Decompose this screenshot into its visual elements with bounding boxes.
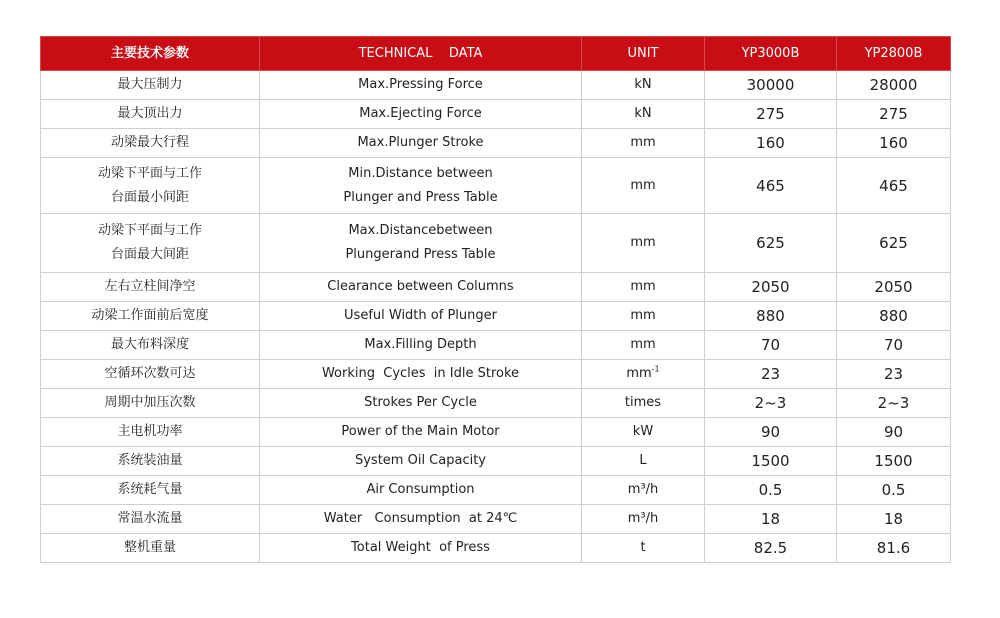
unit-cell [582, 302, 705, 331]
parameter-name-en [260, 273, 582, 302]
unit-cell [582, 129, 705, 158]
parameter-name-cn [41, 158, 260, 214]
unit-text: mm [630, 308, 656, 323]
value-yp2800b: 2~3 [837, 389, 951, 418]
table-row [41, 158, 951, 214]
parameter-name-cn [41, 71, 260, 100]
parameter-name-cn-line: 周期中加压次数 [104, 395, 196, 410]
table-row [41, 360, 951, 389]
parameter-name-en-line: Max.Pressing Force [358, 77, 483, 92]
parameter-name-en-line: Water Consumption at 24℃ [323, 511, 518, 526]
value-yp3000b: 18 [705, 505, 837, 534]
unit-cell [582, 447, 705, 476]
unit-text: kN [634, 77, 652, 92]
parameter-name-cn-line: 系统耗气量 [117, 482, 183, 497]
unit-cell [582, 331, 705, 360]
unit-text: mm [630, 177, 656, 193]
value-yp2800b: 0.5 [837, 476, 951, 505]
unit-text: L [639, 453, 647, 468]
unit-text: mm [630, 135, 656, 150]
header-model-yp2800b: YP2800B [837, 37, 951, 71]
parameter-name-en-line: Max.Distancebetween [348, 223, 493, 238]
table-body [41, 71, 951, 563]
parameter-name-cn-line: 台面最小间距 [110, 189, 189, 205]
parameter-name-cn [41, 476, 260, 505]
table-row [41, 418, 951, 447]
parameter-name-en-line: Working Cycles in Idle Stroke [321, 366, 520, 381]
value-yp3000b: 880 [705, 302, 837, 331]
parameter-name-en-line: Air Consumption [366, 482, 475, 497]
unit-text: m³/h [627, 482, 659, 497]
parameter-name-en [260, 389, 582, 418]
table-row [41, 302, 951, 331]
parameter-name-en-line: Total Weight of Press [351, 540, 490, 555]
parameter-name-en-line: Power of the Main Motor [341, 424, 500, 439]
parameter-name-en [260, 360, 582, 389]
value-yp2800b: 70 [837, 331, 951, 360]
parameter-name-cn-line: 动梁下平面与工作 [97, 223, 202, 238]
value-yp3000b: 90 [705, 418, 837, 447]
value-yp2800b: 275 [837, 100, 951, 129]
parameter-name-en [260, 214, 582, 273]
parameter-name-cn [41, 214, 260, 273]
table-row [41, 214, 951, 273]
value-yp3000b: 70 [705, 331, 837, 360]
unit-text: m³/h [627, 511, 659, 526]
value-yp3000b: 30000 [705, 71, 837, 100]
unit-cell [582, 534, 705, 563]
parameter-name-en [260, 418, 582, 447]
value-yp2800b: 625 [837, 214, 951, 273]
parameter-name-cn-line: 最大顶出力 [117, 106, 183, 121]
parameter-name-en-line: Plungerand Press Table [345, 247, 496, 262]
parameter-name-en-line: Max.Filling Depth [364, 337, 477, 352]
parameter-name-en [260, 534, 582, 563]
parameter-name-en [260, 476, 582, 505]
value-yp3000b: 23 [705, 360, 837, 389]
parameter-name-en [260, 158, 582, 214]
table-row [41, 129, 951, 158]
header-parameters-cn: 主要技术参数 [41, 37, 260, 71]
value-yp2800b: 465 [837, 158, 951, 214]
unit-superscript: -1 [651, 364, 660, 374]
unit-cell [582, 418, 705, 447]
parameter-name-cn-line: 最大布料深度 [110, 337, 189, 352]
unit-text: t [640, 540, 646, 555]
parameter-name-en [260, 100, 582, 129]
value-yp3000b: 275 [705, 100, 837, 129]
header-model-yp3000b: YP3000B [705, 37, 837, 71]
table-row [41, 476, 951, 505]
parameter-name-cn-line: 系统装油量 [117, 453, 183, 468]
parameter-name-cn [41, 273, 260, 302]
unit-cell [582, 100, 705, 129]
value-yp2800b: 160 [837, 129, 951, 158]
parameter-name-cn-line: 动梁工作面前后宽度 [91, 308, 209, 323]
table-header-row [41, 37, 951, 71]
unit-cell [582, 158, 705, 214]
value-yp2800b: 23 [837, 360, 951, 389]
parameter-name-cn-line: 空循环次数可达 [104, 366, 196, 381]
unit-cell [582, 214, 705, 273]
table-row [41, 505, 951, 534]
parameter-name-cn [41, 447, 260, 476]
parameter-name-cn [41, 302, 260, 331]
parameter-name-cn-line: 常温水流量 [117, 511, 183, 526]
parameter-name-cn [41, 418, 260, 447]
value-yp3000b: 1500 [705, 447, 837, 476]
parameter-name-cn-line: 动梁最大行程 [110, 135, 189, 150]
value-yp3000b: 82.5 [705, 534, 837, 563]
value-yp2800b: 90 [837, 418, 951, 447]
parameter-name-cn [41, 331, 260, 360]
parameter-name-en-line: Plunger and Press Table [343, 189, 498, 205]
parameter-name-cn [41, 505, 260, 534]
header-unit: UNIT [582, 37, 705, 71]
value-yp2800b: 880 [837, 302, 951, 331]
parameter-name-en-line: Max.Plunger Stroke [357, 135, 484, 150]
unit-cell [582, 476, 705, 505]
header-technical-data: TECHNICAL DATA [260, 37, 582, 71]
parameter-name-cn [41, 534, 260, 563]
parameter-name-cn-line: 主电机功率 [117, 424, 183, 439]
value-yp3000b: 2~3 [705, 389, 837, 418]
parameter-name-en [260, 505, 582, 534]
parameter-name-en-line: Useful Width of Plunger [344, 308, 497, 323]
value-yp2800b: 81.6 [837, 534, 951, 563]
parameter-name-cn-line: 台面最大间距 [110, 247, 189, 262]
value-yp2800b: 1500 [837, 447, 951, 476]
value-yp2800b: 28000 [837, 71, 951, 100]
parameter-name-en-line: Strokes Per Cycle [364, 395, 477, 410]
parameter-name-en-line: Min.Distance between [348, 165, 493, 181]
table-row [41, 331, 951, 360]
technical-data-table [40, 36, 951, 563]
parameter-name-cn-line: 动梁下平面与工作 [97, 165, 202, 181]
unit-text: mm [630, 235, 656, 250]
parameter-name-en [260, 331, 582, 360]
parameter-name-en [260, 71, 582, 100]
table-row [41, 389, 951, 418]
unit-text: mm [630, 337, 656, 352]
unit-text: kN [634, 106, 652, 121]
unit-text: mm [630, 279, 656, 294]
unit-text: kW [632, 424, 654, 439]
parameter-name-cn [41, 129, 260, 158]
unit-cell [582, 273, 705, 302]
table-row [41, 71, 951, 100]
unit-text: times [624, 395, 662, 410]
unit-cell [582, 389, 705, 418]
parameter-name-cn-line: 最大压制力 [117, 77, 183, 92]
parameter-name-cn-line: 左右立柱间净空 [104, 279, 196, 294]
value-yp3000b: 160 [705, 129, 837, 158]
table-row [41, 273, 951, 302]
unit-cell [582, 505, 705, 534]
value-yp2800b: 2050 [837, 273, 951, 302]
unit-text: mm [626, 366, 652, 381]
parameter-name-cn [41, 100, 260, 129]
table-row [41, 534, 951, 563]
value-yp3000b: 2050 [705, 273, 837, 302]
parameter-name-en-line: System Oil Capacity [354, 453, 486, 468]
parameter-name-en [260, 129, 582, 158]
unit-cell [582, 360, 705, 389]
table-row [41, 447, 951, 476]
parameter-name-cn-line: 整机重量 [123, 540, 176, 555]
value-yp3000b: 625 [705, 214, 837, 273]
value-yp3000b: 0.5 [705, 476, 837, 505]
parameter-name-cn [41, 360, 260, 389]
parameter-name-en-line: Max.Ejecting Force [359, 106, 482, 121]
parameter-name-cn [41, 389, 260, 418]
table-row [41, 100, 951, 129]
parameter-name-en-line: Clearance between Columns [327, 279, 514, 294]
unit-cell [582, 71, 705, 100]
parameter-name-en [260, 302, 582, 331]
parameter-name-en [260, 447, 582, 476]
value-yp3000b: 465 [705, 158, 837, 214]
value-yp2800b: 18 [837, 505, 951, 534]
